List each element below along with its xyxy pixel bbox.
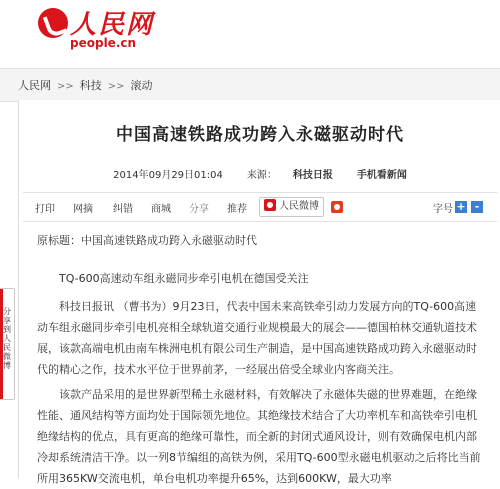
font-increase-button[interactable]: + [456, 200, 466, 213]
correct-button[interactable]: 纠错 [113, 204, 133, 215]
article-subtitle: TQ-600高速动车组永磁同步牵引电机在德国受关注 [59, 272, 309, 285]
weibo-share-button[interactable] [259, 197, 324, 217]
people-logo-icon[interactable] [38, 8, 68, 38]
bookmark-button[interactable]: 网摘 [73, 204, 93, 215]
source-label: 来源： [246, 170, 277, 181]
source-link[interactable]: 科技日报 [292, 170, 333, 181]
breadcrumb [18, 77, 153, 93]
site-logo-url[interactable]: people.cn [70, 36, 137, 50]
article-paragraph: 该款产品采用的是世界新型稀土永磁材料，有效解决了永磁体失磁的世界难题，在绝缘性能、通风结构等方面均处于国际领先地位。其绝缘技术结合了大功率机车和高铁牵引电机绝缘结构的优点，具有更高的绝缘可靠性，而全新的封闭式通风设计，则有效确保电机内部冷却系统清洁干净。以一列8节编组的高铁为例，采用TQ-600型永磁电机驱动之后将比当前所用365KW交流电机，单台电机功率提升65%，达到600KW，最大功率 [37, 388, 481, 485]
article-title: 中国高速铁路成功跨入永磁驱动时代 [116, 125, 404, 145]
print-button[interactable]: 打印 [35, 204, 55, 215]
article-meta [19, 166, 500, 181]
article-paragraph: 科技日报讯 （曹书为）9月23日，代表中国未来高铁牵引动力发展方向的TQ-600高速动车组永磁同步牵引电机亮相全球轨道交通行业规模最大的展会——德国柏林交通轨道技术展，该款高端电机由南车株洲电机有限公司生产制造，是中国高速铁路成功跨入永磁驱动时代的精心之作，技术水平位于世界前茅，一经展出倍受全球业内客商关注。 [37, 300, 477, 376]
breadcrumb-separator: >> [107, 81, 125, 92]
article-datetime: 2014年09月29日01:04 [113, 170, 223, 181]
breadcrumb-separator: >> [57, 81, 74, 92]
weibo-label: 人民微博 [279, 201, 319, 212]
original-title: 原标题：中国高速铁路成功跨入永磁驱动时代 [37, 234, 257, 247]
breadcrumb-home[interactable]: 人民网 [18, 79, 51, 92]
side-share-tab[interactable] [0, 288, 15, 400]
breadcrumb-rolling[interactable]: 滚动 [130, 79, 153, 92]
share-button[interactable]: 分享 [189, 204, 209, 215]
article-container [18, 100, 500, 485]
breadcrumb-tech[interactable]: 科技 [79, 79, 102, 92]
article-toolbar [23, 192, 497, 222]
font-decrease-button[interactable]: - [471, 201, 483, 213]
mobile-news-link[interactable]: 手机看新闻 [356, 170, 407, 181]
share-service-icon[interactable] [331, 201, 343, 213]
breadcrumb-bar [0, 68, 500, 102]
font-size-label: 字号 [433, 204, 453, 215]
article-source [239, 170, 341, 181]
site-logo-text[interactable]: 人民网 [70, 10, 155, 40]
mall-button[interactable]: 商城 [151, 204, 171, 215]
site-header [0, 0, 500, 68]
side-share-label: 分享到人民微博 [3, 307, 11, 370]
weibo-icon [264, 199, 276, 211]
recommend-button[interactable]: 推荐 [227, 204, 247, 215]
